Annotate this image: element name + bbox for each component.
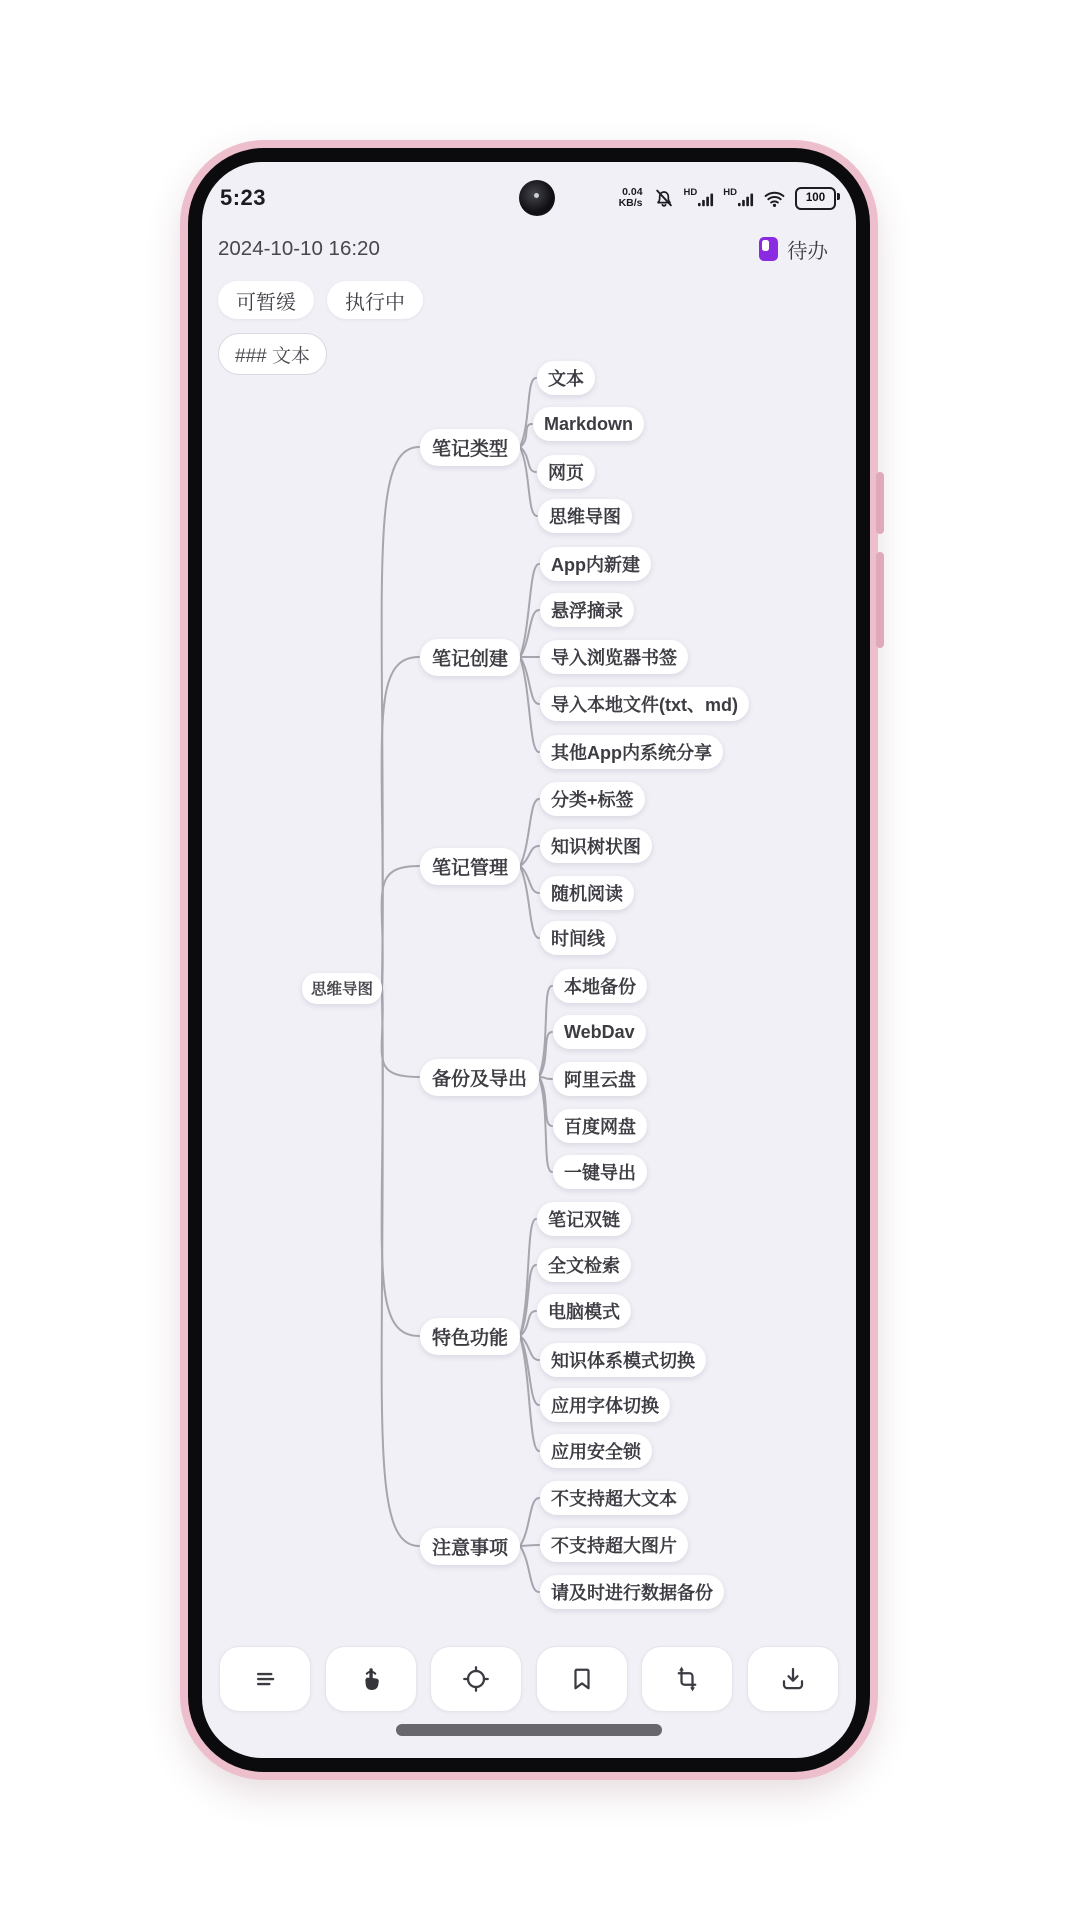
mindmap-leaf-node[interactable]: 其他App内系统分享	[540, 735, 723, 769]
mindmap-leaf-node[interactable]: 百度网盘	[553, 1109, 647, 1143]
mindmap-leaf-node[interactable]: 请及时进行数据备份	[540, 1575, 724, 1609]
network-speed-unit: KB/s	[618, 197, 643, 209]
sim2-hd-label: HD	[723, 187, 737, 198]
mindmap-leaf-node[interactable]: 时间线	[540, 921, 616, 955]
crop-rotate-icon	[672, 1664, 702, 1694]
tag-chip[interactable]: 可暂缓	[218, 281, 314, 319]
mindmap-leaf-node[interactable]: 本地备份	[553, 969, 647, 1003]
mindmap-leaf-node[interactable]: App内新建	[540, 547, 651, 581]
locate-icon	[461, 1664, 491, 1694]
network-speed-value: 0.04	[622, 186, 643, 198]
clock: 5:23	[220, 185, 267, 210]
mindmap-branch-node[interactable]: 笔记类型	[420, 429, 520, 466]
mindmap-leaf-node[interactable]: 应用字体切换	[540, 1388, 670, 1422]
center-view-button[interactable]	[430, 1646, 522, 1712]
note-snippet-chip[interactable]: ### 文本	[218, 333, 327, 375]
mindmap-leaf-node[interactable]: 导入本地文件(txt、md)	[540, 687, 749, 721]
mindmap-leaf-node[interactable]: 笔记双链	[537, 1202, 631, 1236]
mindmap-branch-node[interactable]: 笔记创建	[420, 639, 520, 676]
mindmap-leaf-node[interactable]: WebDav	[553, 1015, 646, 1049]
mindmap-branch-node[interactable]: 特色功能	[420, 1318, 520, 1355]
tap-hand-icon	[356, 1664, 386, 1694]
mindmap-branch-node[interactable]: 备份及导出	[420, 1059, 539, 1096]
tag-chip[interactable]: 执行中	[327, 281, 423, 319]
note-datetime: 2024-10-10 16:20	[218, 237, 380, 260]
gesture-mode-button[interactable]	[325, 1646, 417, 1712]
mindmap-leaf-node[interactable]: 悬浮摘录	[540, 593, 634, 627]
mindmap-connectors	[202, 162, 856, 1758]
mindmap-leaf-node[interactable]: 文本	[537, 361, 595, 395]
mindmap-leaf-node[interactable]: 随机阅读	[540, 876, 634, 910]
home-indicator[interactable]	[396, 1724, 662, 1736]
sim1-hd-label: HD	[683, 187, 698, 198]
bookmark-button[interactable]	[536, 1646, 628, 1712]
battery-level: 100	[805, 192, 826, 204]
mindmap-leaf-node[interactable]: 导入浏览器书签	[540, 640, 688, 674]
mindmap-leaf-node[interactable]: Markdown	[533, 407, 644, 441]
mindmap-branch-node[interactable]: 注意事项	[420, 1528, 520, 1565]
todo-label: 待办	[787, 240, 828, 263]
mindmap-leaf-node[interactable]: 全文检索	[537, 1248, 631, 1282]
menu-lines-icon	[250, 1664, 280, 1694]
mindmap-leaf-node[interactable]: 网页	[537, 455, 595, 489]
mindmap-leaf-node[interactable]: 应用安全锁	[540, 1434, 652, 1468]
mindmap-root-node[interactable]: 思维导图	[302, 973, 382, 1004]
mindmap-leaf-node[interactable]: 电脑模式	[537, 1294, 631, 1328]
export-button[interactable]	[747, 1646, 839, 1712]
bottom-toolbar	[219, 1646, 839, 1712]
power-button	[876, 552, 884, 648]
mindmap-leaf-node[interactable]: 思维导图	[538, 499, 632, 533]
mindmap-leaf-node[interactable]: 知识树状图	[540, 829, 652, 863]
phone-screen	[202, 162, 856, 1758]
volume-button	[876, 472, 884, 534]
mindmap-branch-node[interactable]: 笔记管理	[420, 848, 520, 885]
mindmap-leaf-node[interactable]: 分类+标签	[540, 782, 645, 816]
mindmap-leaf-node[interactable]: 阿里云盘	[553, 1062, 647, 1096]
mindmap-leaf-node[interactable]: 一键导出	[553, 1155, 647, 1189]
mindmap-canvas[interactable]	[202, 162, 856, 1758]
outline-button[interactable]	[219, 1646, 311, 1712]
phone-frame	[180, 140, 878, 1780]
download-icon	[778, 1664, 808, 1694]
mindmap-leaf-node[interactable]: 不支持超大图片	[540, 1528, 688, 1562]
crop-rotate-button[interactable]	[641, 1646, 733, 1712]
mindmap-leaf-node[interactable]: 知识体系模式切换	[540, 1343, 706, 1377]
phone-bezel	[188, 148, 870, 1772]
bookmark-icon	[567, 1664, 597, 1694]
mindmap-leaf-node[interactable]: 不支持超大文本	[540, 1481, 688, 1515]
